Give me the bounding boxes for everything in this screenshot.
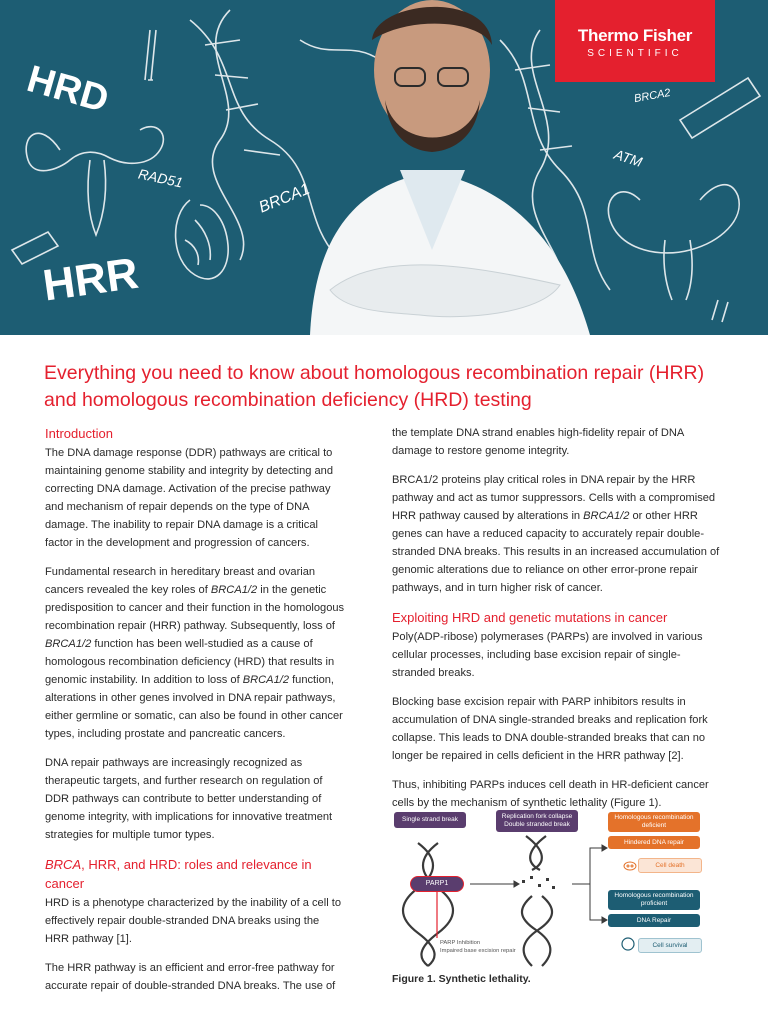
cell-icon	[622, 938, 634, 950]
atm-label: ATM	[612, 145, 645, 171]
intro-paragraph: The DNA damage response (DDR) pathways are critical to maintaining genome stability and integrity by detecting and correcting DNA damage. Activation of the precise pathway and mechanism of repair depends on the type of DNA damage. The inability to repair DNA damage is a critical factor in the development and progression of cancers.	[45, 447, 333, 549]
blocking-paragraph: Blocking base excision repair with PARP inhibitors results in accumulation of DNA single-stranded breaks and replication fork collapse. This leads to DNA double-stranded breaks that can no longer be repaired in cells deficient in the HRR pathway [2].	[392, 696, 708, 762]
brca-paragraph: Fundamental research in hereditary breast and ovarian cancers revealed the key roles of BRCA1/2 in the genetic predisposition to cancer and their function in the homologous recombination repair (HRR) pathway. Subsequently, loss of BRCA1/2 function has been well-studied as a cause of homologous recombination deficiency (HRD) that results in genomic instability. In addition to loss of BRCA1/2 function, alterations in other genes involved in DNA repair pathways, either germline or somatic, can also be found in other cancer types, including prostate and pancreatic cancers.	[45, 566, 345, 740]
right-column	[392, 424, 722, 823]
hr-proficient-box: Homologous recombination proficient	[608, 890, 700, 910]
single-strand-box: Single strand break	[394, 812, 466, 828]
intro-heading: Introduction	[45, 426, 113, 441]
therapeutic-paragraph: DNA repair pathways are increasingly recognized as therapeutic targets, and further research on regulation of DDR pathways can contribute to better understanding of genome integrity, with implications for innovative treatment strategies for multiple tumor types.	[45, 757, 333, 841]
brca1-label: BRCA1	[256, 180, 313, 217]
synthetic-lethality-figure	[392, 808, 732, 968]
figure-caption: Figure 1. Synthetic lethality.	[392, 973, 531, 985]
dna-repair-box: DNA Repair	[608, 914, 700, 927]
hrr-label: HRR	[40, 248, 142, 311]
skull-icon	[624, 862, 636, 870]
parp-inhibition-note: PARP Inhibition	[440, 940, 481, 946]
brca2-label: BRCA2	[633, 86, 672, 106]
cell-death-box: Cell death	[638, 858, 702, 873]
hr-deficient-box: Homologous recombination deficient	[608, 812, 700, 832]
left-column	[45, 424, 345, 1006]
thermo-fisher-logo	[555, 0, 715, 82]
hindered-repair-box: Hindered DNA repair	[608, 836, 700, 849]
roles-heading: BRCA, HRR, and HRD: roles and relevance in cancer	[45, 857, 312, 891]
hrr-pathway-paragraph: The HRR pathway is an efficient and error-free pathway for accurate repair of double-stranded DNA breaks. The use of	[45, 962, 336, 992]
brand-sub: SCIENTIFIC	[587, 48, 683, 59]
hero-banner	[0, 0, 768, 335]
parp1-label: PARP1	[410, 876, 464, 892]
exploiting-heading: Exploiting HRD and genetic mutations in cancer	[392, 610, 668, 625]
synthetic-lethality-paragraph: Thus, inhibiting PARPs induces cell death in HR-deficient cancer cells by the mechanism of synthetic lethality (Figure 1).	[392, 779, 709, 809]
template-paragraph: the template DNA strand enables high-fidelity repair of DNA damage to restore genome integrity.	[392, 427, 684, 457]
brca-proteins-paragraph: BRCA1/2 proteins play critical roles in DNA repair by the HRR pathway and act as tumor suppressors. Cells with a compromised HRR pathway caused by alterations in BRCA1/2 or other HRR genes can have a reduced capacity to accurately repair double-stranded DNA breaks. This results in an increased accumulation of genomic alterations due to reliance on other error-prone repair pathways, and in turn higher risk of cancer.	[392, 474, 720, 594]
rad51-label: RAD51	[136, 165, 185, 191]
replication-box: Replication fork collapse Double stranded break	[496, 810, 578, 832]
brand-name: Thermo Fisher	[577, 26, 693, 45]
impaired-repair-note: Impaired base excision repair	[440, 948, 516, 954]
cell-survival-box: Cell survival	[638, 938, 702, 953]
hrd-definition-paragraph: HRD is a phenotype characterized by the inability of a cell to effectively repair double-stranded DNA breaks using the HRR pathway [1].	[45, 897, 341, 945]
parp-paragraph: Poly(ADP-ribose) polymerases (PARPs) are involved in various cellular processes, including base excision repair of single-stranded breaks.	[392, 631, 703, 679]
page-title: Everything you need to know about homologous recombination repair (HRR) and homologous recombination deficiency (HRD) testing	[44, 362, 705, 411]
hrd-label: HRD	[22, 58, 114, 122]
